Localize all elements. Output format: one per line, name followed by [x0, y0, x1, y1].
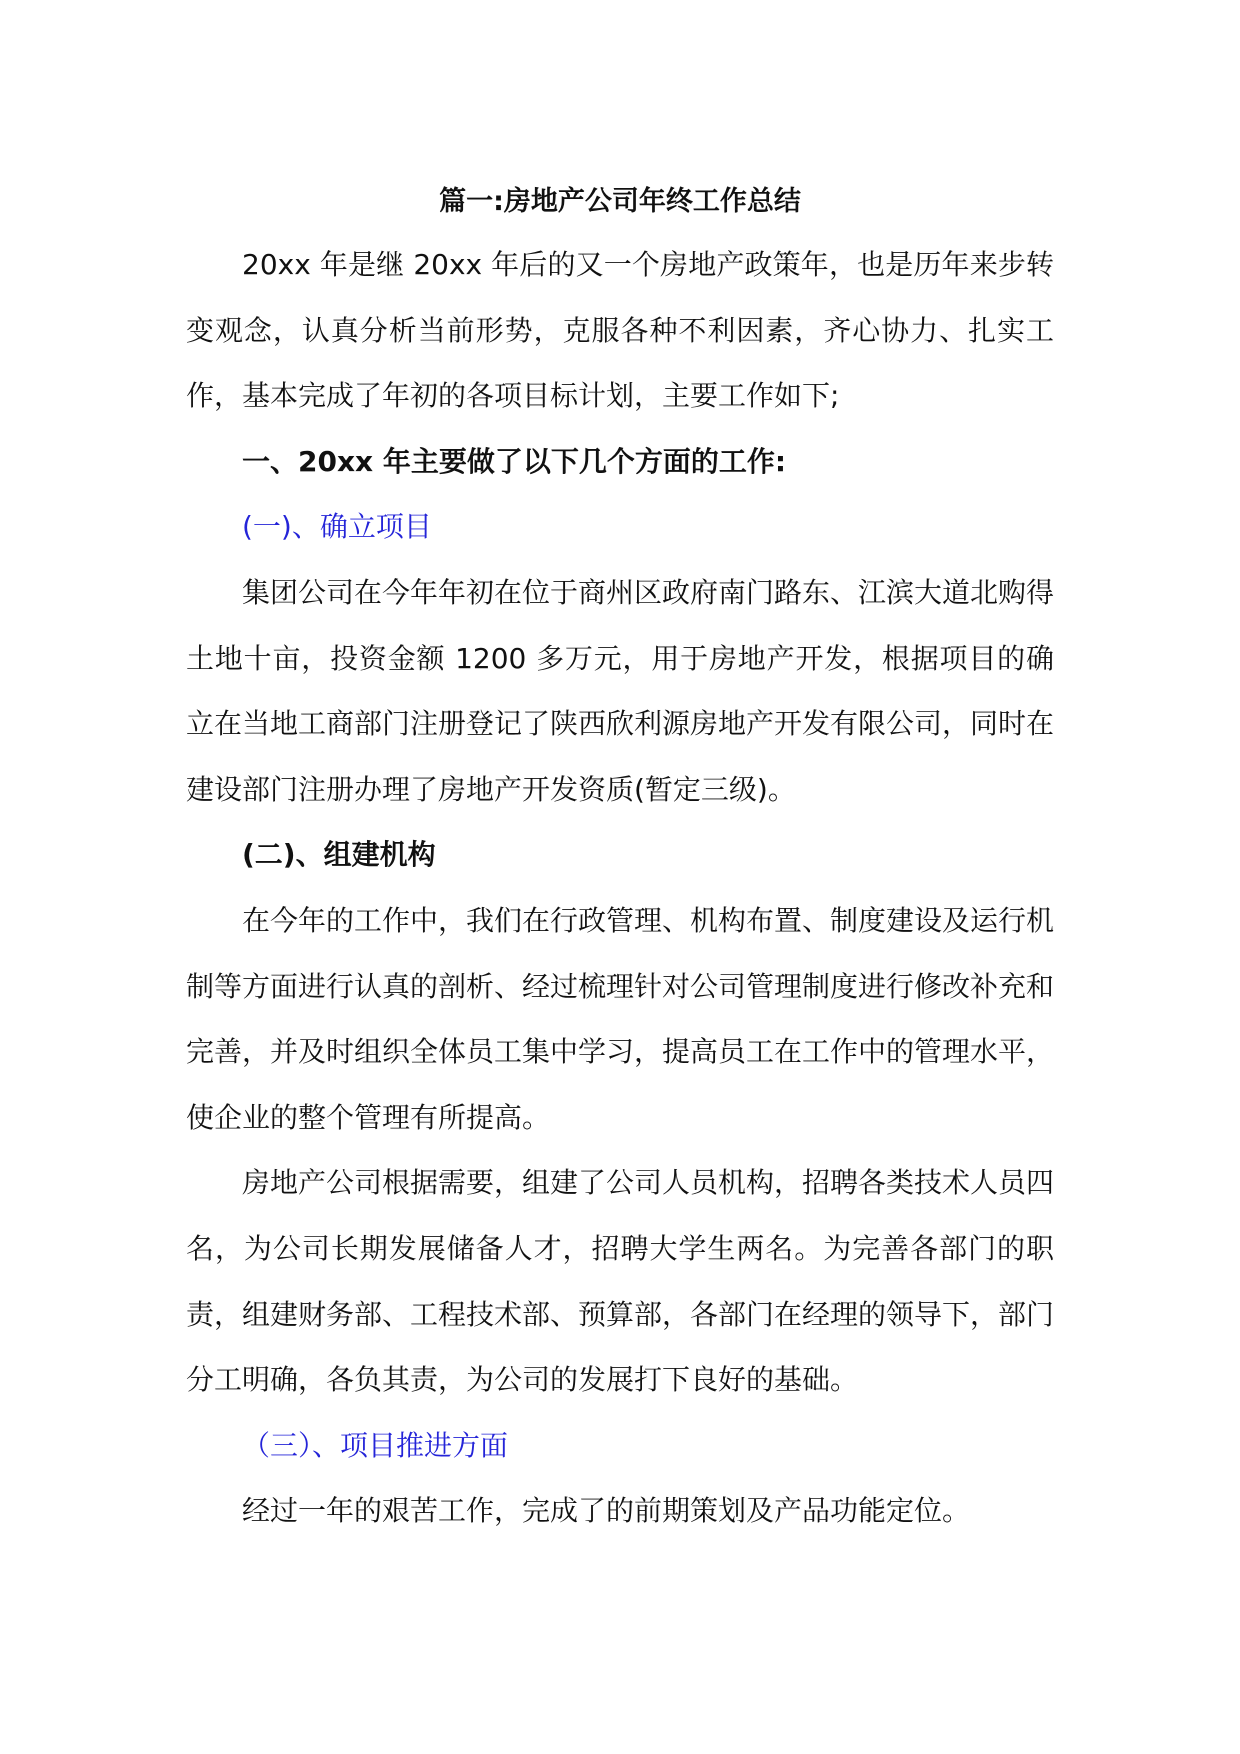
document-title: 篇一:房地产公司年终工作总结 [439, 186, 801, 217]
subsection-1-heading: (一)、确立项目 [242, 510, 432, 544]
subsection-3-paragraph: 经过一年的艰苦工作，完成了的前期策划及产品功能定位。 [242, 1494, 971, 1528]
subsection-2-paragraph-2: 房地产公司根据需要，组建了公司人员机构，招聘各类技术人员四名，为公司长期发展储备人才，招聘大学生两名。为完善各部门的职责，组建财务部、工程技术部、预算部，各部门在经理的领导下，部门分工明确，各负其责，为公司的发展打下良好的基础。 [186, 1166, 1055, 1397]
subsection-1-paragraph: 集团公司在今年年初在位于商州区政府南门路东、江滨大道北购得土地十亩，投资金额 1200 多万元，用于房地产开发，根据项目的确立在当地工商部门注册登记了陕西欣利源房地产开发有限公司，同时在建设部门注册办理了房地产开发资质(暂定三级)。 [186, 575, 1055, 806]
section-1-heading: 一、20xx 年主要做了以下几个方面的工作: [242, 444, 787, 478]
intro-paragraph: 20xx 年是继 20xx 年后的又一个房地产政策年，也是历年来步转变观念，认真分析当前形势，克服各种不利因素，齐心协力、扎实工作，基本完成了年初的各项目标计划，主要工作如下; [186, 248, 1054, 413]
subsection-2-paragraph-1: 在今年的工作中，我们在行政管理、机构布置、制度建设及运行机制等方面进行认真的剖析、经过梳理针对公司管理制度进行修改补充和完善，并及时组织全体员工集中学习，提高员工在工作中的管理水平，使企业的整个管理有所提高。 [186, 903, 1055, 1134]
document-body [186, 174, 1054, 1544]
subsection-3-heading: （三）、项目推进方面 [242, 1428, 509, 1462]
subsection-2-heading: (二)、组建机构 [242, 838, 436, 872]
